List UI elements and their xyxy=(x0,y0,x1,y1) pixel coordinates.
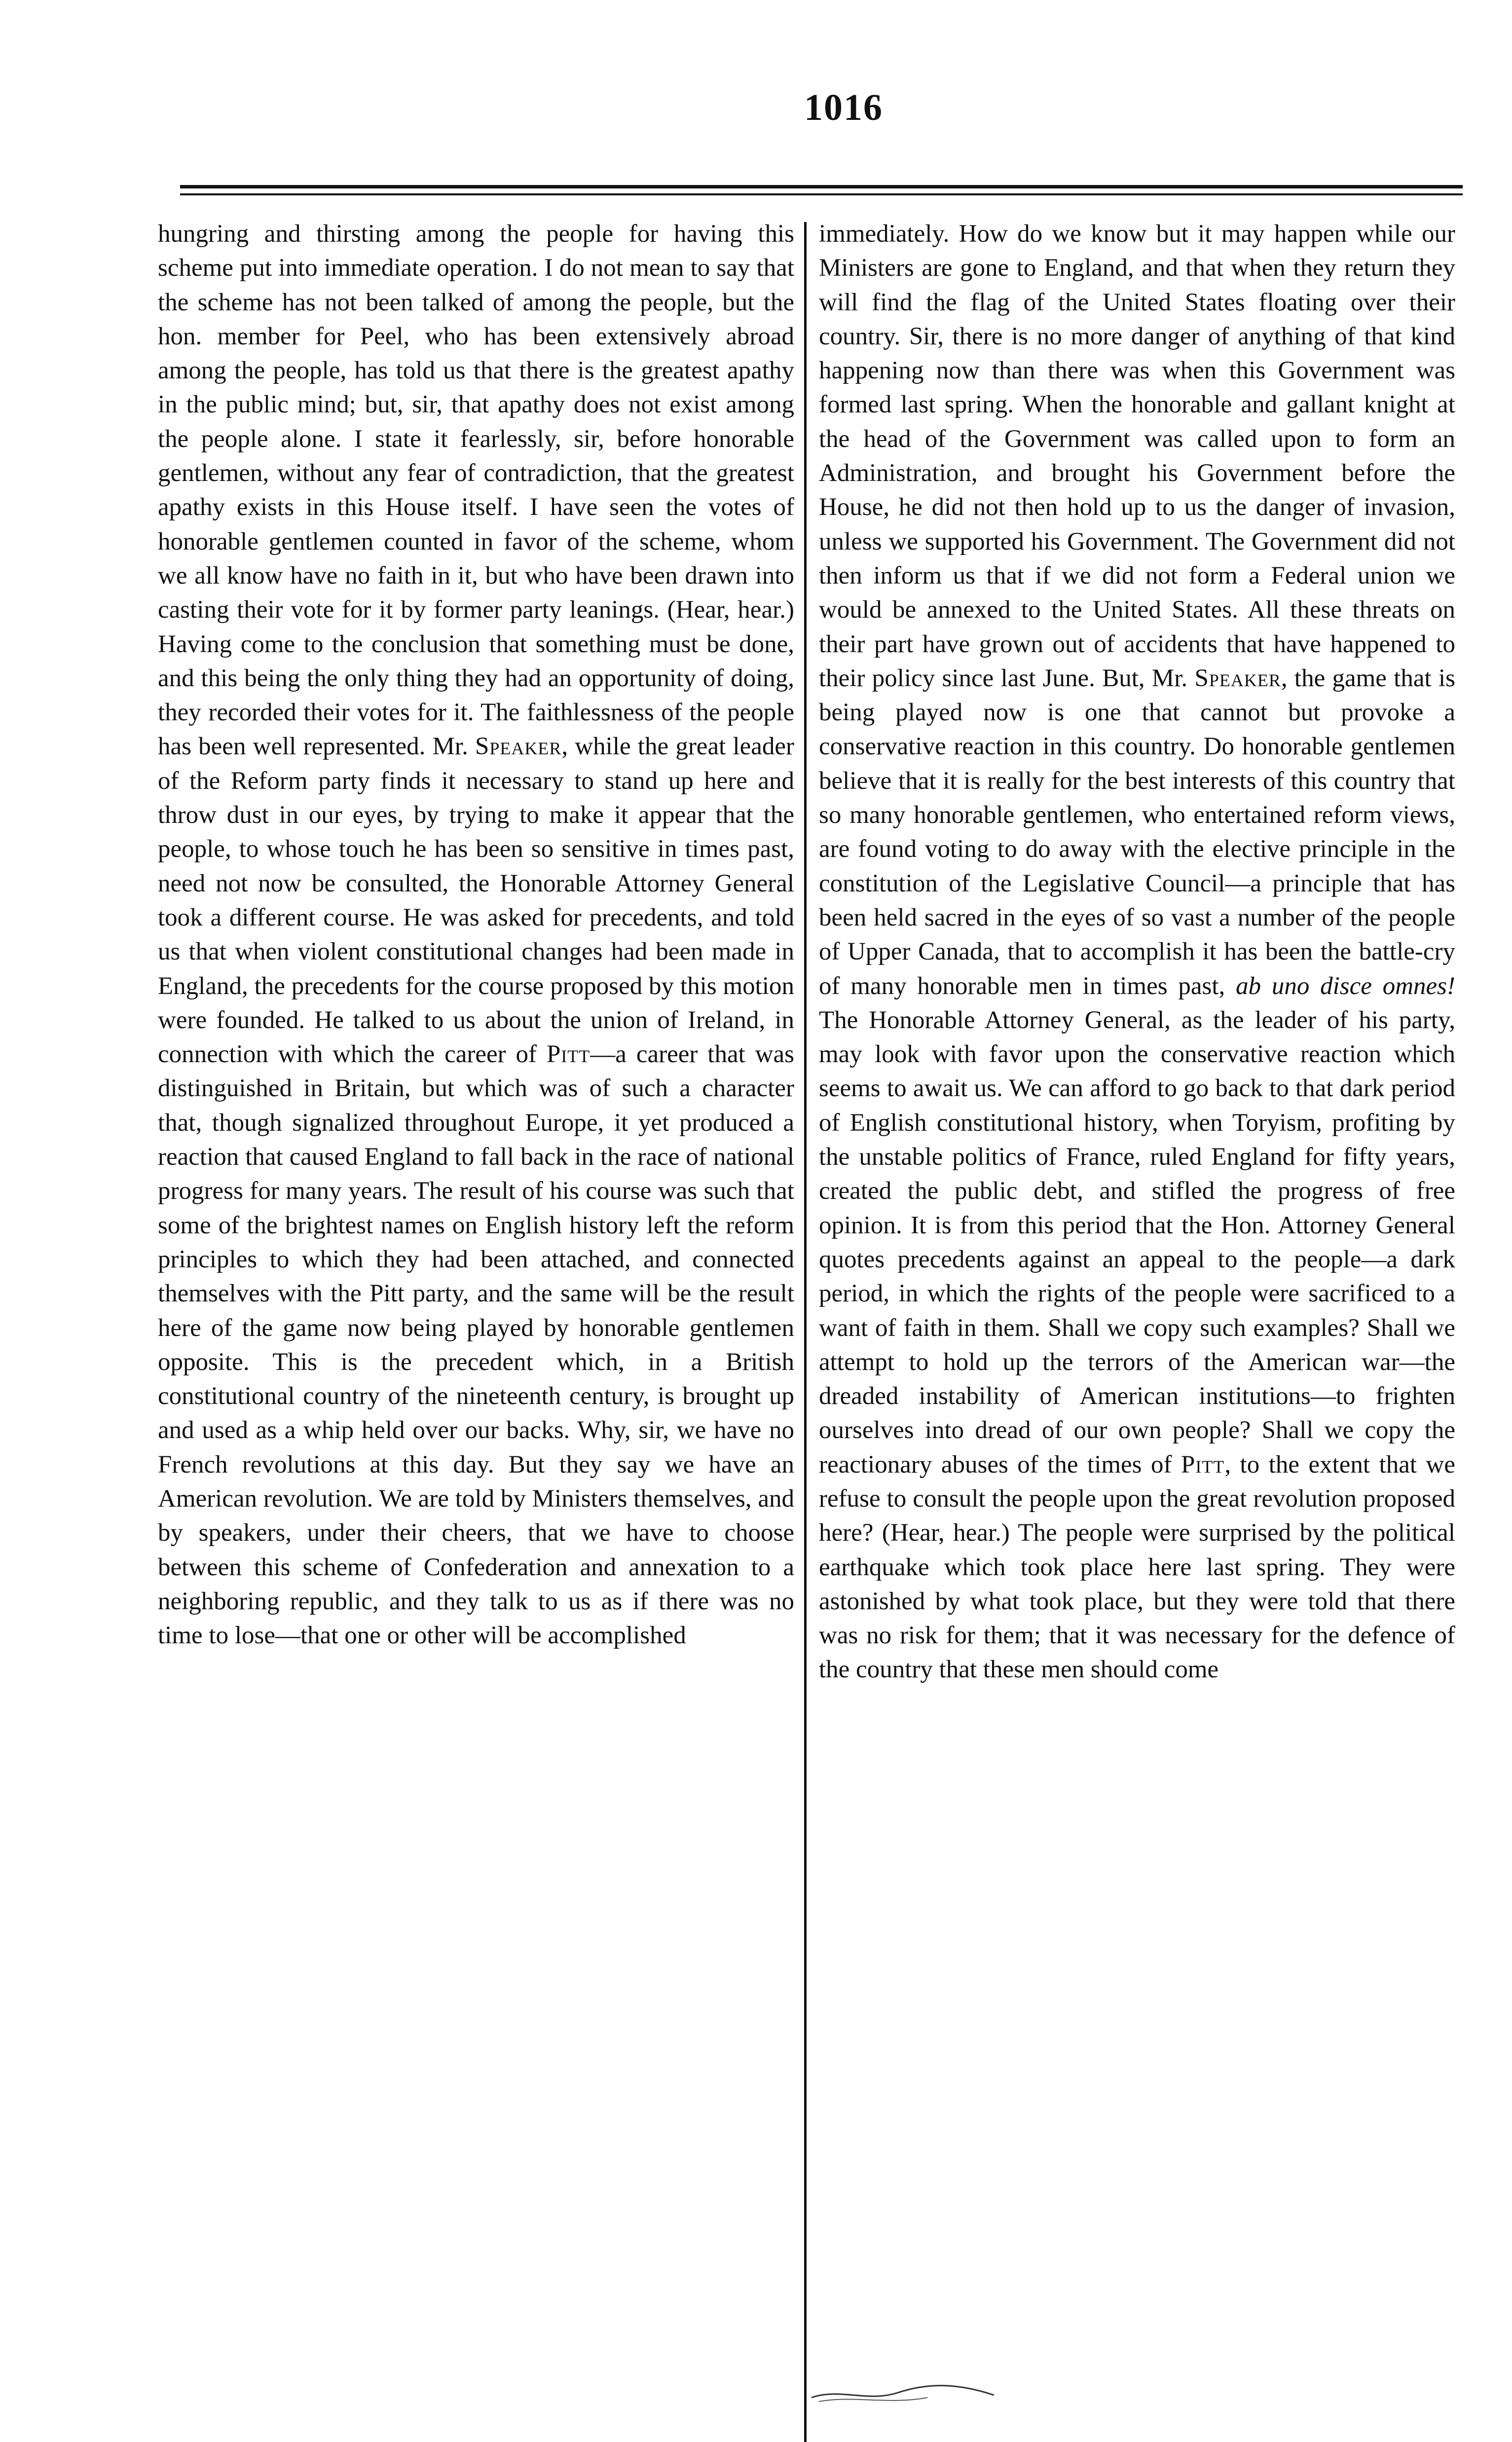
text-segment: —a career that was distinguished in Britain, but which was of such a character that, though signalized throughout Europe, it yet produced a reaction that caused England to fall back in the race of national progress for many years. The result of his course was such that some of the brightest names on English history left the reform principles to which they had been attached, and connected themselves with the Pitt party, and the same will be the result here of the game now being played by honorable gentlemen opposite. This is the precedent which, in a British constitutional country of the nineteenth century, is brought up and used as a whip held over our backs. Why, sir, we have no French revolutions at this day. But they say we have an American revolution. We are told by Ministers themselves, and by speakers, under their cheers, that we have to choose between this scheme of Confederation and annexation to a neighboring republic, and they talk to us as if there was no time to lose—that one or other will be accomplished xyxy=(158,1040,795,1650)
text-segment: hungring and thirsting among the people for having this scheme put into immediate operation. I do not mean to say that the scheme has not been talked of among the people, but the hon. member for Peel, who has been extensively abroad among the people, has told us that there is the greatest apathy in the public mind; but, sir, that apathy does not exist among the people alone. I state it fearlessly, sir, before honorable gentlemen, without any fear of contradiction, that the greatest apathy exists in this House itself. I have seen the votes of honorable gentlemen counted in favor of the scheme, whom we all know have no faith in it, but who have been drawn into casting their vote for it by former party leanings. (Hear, hear.) Having come to the conclusion that something must be done, and this being the only thing they had an opportunity of doing, they recorded their votes for it. The faithlessness of the people has been well represented. Mr. xyxy=(158,220,794,761)
right-column xyxy=(819,217,1455,1687)
text-segment: The Honorable Attorney General, as the leader of his party, may look with favor upon the conservative reaction which seems to await us. We can afford to go back to that dark period of English constitutional history, when Toryism, profiting by the unstable politics of France, ruled England for fifty years, created the public debt, and stifled the progress of free opinion. It is from this period that the Hon. Attorney General quotes precedents against an appeal to the people—a dark period, in which the rights of the people were sacrificed to a want of faith in them. Shall we copy such examples? Shall we attempt to hold up the terrors of the American war—the dreaded instability of American institutions—to frighten ourselves into dread of our own people? Shall we copy the reactionary abuses of the times of xyxy=(819,1006,1455,1479)
text-segment: , to the extent that we refuse to consult the people upon the great revolution proposed here? (Hear, hear.) The people were surprised by the political earthquake which took place here last spring. They were astonished by what took place, but they were told that there was no risk for them; that it was necessary for the defence of the country that these men should come xyxy=(819,1450,1455,1684)
header-rule-thin xyxy=(180,193,1463,195)
small-caps-name: Speaker xyxy=(475,733,562,761)
column-divider xyxy=(804,222,807,2442)
small-caps-name: Pitt xyxy=(546,1040,590,1069)
header-rule-thick xyxy=(180,185,1463,188)
small-caps-name: Speaker xyxy=(1194,664,1281,692)
text-segment: immediately. How do we know but it may happen while our Ministers are gone to England, and that when they return they will find the flag of the United States floating over their country. Sir, there is no more danger of anything of that kind happening now than there was when this Government was formed last spring. When the honorable and gallant knight at the head of the Government was called upon to form an Administration, and brought his Government before the House, he did not then hold up to us the danger of invasion, unless we supported his Government. The Government did not then inform us that if we did not form a Federal union we would be annexed to the United States. All these threats on their part have grown out of accidents that have happened to their policy since last June. But, Mr. xyxy=(819,220,1455,692)
text-segment: , the game that is being played now is one that cannot but provoke a conservative reaction in this country. Do honorable gentlemen believe that it is really for the best interests of this country that so many honorable gentlemen, who entertained reform views, are found voting to do away with the elective principle in the constitution of the Legislative Council—a principle that has been held sacred in the eyes of so vast a number of the people of Upper Canada, that to accomplish it has been the battle-cry of many honorable men in times past, xyxy=(819,664,1455,1000)
latin-phrase: ab uno disce omnes! xyxy=(1236,972,1455,1000)
left-column-text xyxy=(158,217,794,1653)
page-number: 1016 xyxy=(804,87,883,128)
text-segment: , while the great leader of the Reform party finds it necessary to stand up here and throw dust in our eyes, by trying to make it appear that the people, to whose touch he has been so sensitive in times past, need not now be consulted, the Honorable Attorney General took a different course. He was asked for precedents, and told us that when violent constitutional changes had been made in England, the precedents for the course proposed by this motion were founded. He talked to us about the union of Ireland, in connection with which the career of xyxy=(158,733,794,1069)
small-caps-name: Pitt xyxy=(1180,1450,1225,1479)
right-column-text xyxy=(819,217,1455,1687)
left-column xyxy=(158,217,794,1653)
scan-scratch-mark xyxy=(809,2378,996,2407)
